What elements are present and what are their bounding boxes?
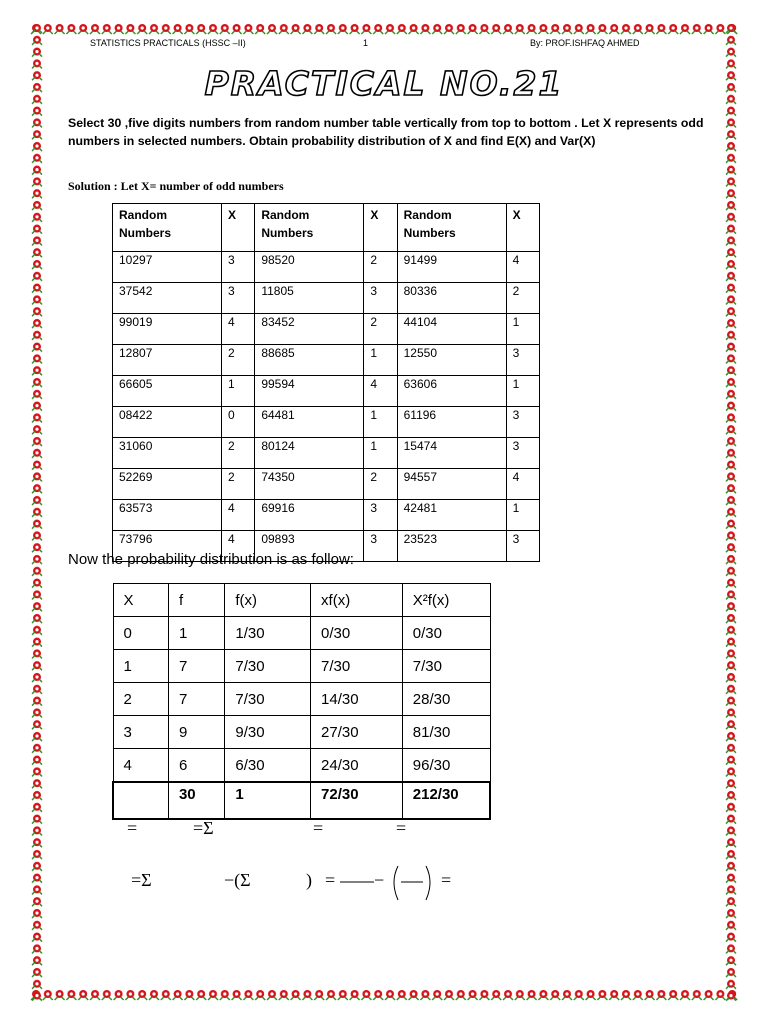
table-cell: 80124 — [255, 438, 364, 469]
table-cell: 10297 — [113, 252, 222, 283]
column-header: Random Numbers — [397, 204, 506, 252]
table-header-row — [113, 204, 540, 252]
table-row — [113, 283, 540, 314]
table-cell: 9/30 — [225, 716, 311, 749]
column-header: X — [222, 204, 255, 252]
table-cell: 2 — [364, 252, 397, 283]
table-cell: 44104 — [397, 314, 506, 345]
table-cell: 3 — [364, 500, 397, 531]
table-cell: 4 — [506, 252, 539, 283]
total-cell — [113, 782, 168, 819]
table-cell: 42481 — [397, 500, 506, 531]
table-cell: 1 — [364, 407, 397, 438]
table-cell: 69916 — [255, 500, 364, 531]
equation-symbol: = — [441, 870, 452, 890]
table-cell: 0 — [222, 407, 255, 438]
table-row — [113, 500, 540, 531]
table-cell: 1 — [506, 376, 539, 407]
table-cell: 2 — [222, 438, 255, 469]
total-cell: 212/30 — [402, 782, 490, 819]
probability-distribution-table — [112, 583, 491, 820]
table-cell: 37542 — [113, 283, 222, 314]
table-header-row — [113, 584, 490, 617]
table-cell: 0/30 — [311, 617, 403, 650]
equation-symbol: =Σ — [131, 870, 152, 890]
table-row — [113, 314, 540, 345]
total-cell: 30 — [168, 782, 224, 819]
page-title — [0, 64, 768, 103]
column-header: f(x) — [225, 584, 311, 617]
table-cell: 6/30 — [225, 749, 311, 783]
table-cell: 4 — [113, 749, 168, 783]
equation-symbol: −(Σ — [224, 870, 251, 890]
table-cell: 4 — [222, 314, 255, 345]
column-header: xf(x) — [311, 584, 403, 617]
table-cell: 81/30 — [402, 716, 490, 749]
table-cell: 3 — [506, 438, 539, 469]
table-row — [113, 438, 540, 469]
table-cell: 09893 — [255, 531, 364, 562]
table-cell: 3 — [113, 716, 168, 749]
table-cell: 1 — [364, 345, 397, 376]
decorative-border-top — [30, 22, 738, 36]
table-row — [113, 683, 490, 716]
table-cell: 98520 — [255, 252, 364, 283]
table-cell: 2 — [364, 314, 397, 345]
table-cell: 1 — [506, 500, 539, 531]
table-cell: 7/30 — [225, 650, 311, 683]
table-cell: 9 — [168, 716, 224, 749]
table-cell: 83452 — [255, 314, 364, 345]
table-cell: 3 — [364, 283, 397, 314]
table-cell: 94557 — [397, 469, 506, 500]
column-header: f — [168, 584, 224, 617]
column-header: Random Numbers — [255, 204, 364, 252]
question-text: Select 30 ,five digits numbers from random number table vertically from top to bottom . Let X represents odd numbers in selected numbers. Obtain probability distribution of X and find E(X) and Var(X) — [68, 116, 704, 148]
table-cell: 1 — [168, 617, 224, 650]
header-page-number: 1 — [363, 38, 369, 48]
table-cell: 7 — [168, 683, 224, 716]
table-cell: 1 — [364, 438, 397, 469]
table-cell: 4 — [222, 531, 255, 562]
column-header: X²f(x) — [402, 584, 490, 617]
random-numbers-body — [113, 252, 540, 562]
column-header: X — [506, 204, 539, 252]
table-cell: 31060 — [113, 438, 222, 469]
table-cell: 15474 — [397, 438, 506, 469]
table-cell: 0/30 — [402, 617, 490, 650]
table-cell: 3 — [364, 531, 397, 562]
distribution-intro: Now the probability distribution is as follow: — [68, 551, 354, 568]
table-cell: 7/30 — [402, 650, 490, 683]
column-header: Random Numbers — [113, 204, 222, 252]
table-cell: 2 — [222, 469, 255, 500]
total-cell: 1 — [225, 782, 311, 819]
table-cell: 14/30 — [311, 683, 403, 716]
table-row — [113, 345, 540, 376]
table-cell: 64481 — [255, 407, 364, 438]
table-cell: 1 — [506, 314, 539, 345]
solution-text: Solution : Let X= number of odd numbers — [68, 179, 284, 193]
table-row — [113, 716, 490, 749]
random-numbers-table — [112, 203, 540, 562]
equation-symbol: − — [374, 870, 385, 890]
table-row — [113, 376, 540, 407]
table-cell: 7 — [168, 650, 224, 683]
header-course: STATISTICS PRACTICALS (HSSC –II) — [90, 38, 246, 48]
fraction-bracket-glyph — [338, 862, 438, 904]
table-cell: 11805 — [255, 283, 364, 314]
total-cell: 72/30 — [311, 782, 403, 819]
table-cell: 66605 — [113, 376, 222, 407]
table-row — [113, 252, 540, 283]
table-row — [113, 407, 540, 438]
table-cell: 96/30 — [402, 749, 490, 783]
table-cell: 3 — [222, 252, 255, 283]
table-cell: 74350 — [255, 469, 364, 500]
table-cell: 2 — [222, 345, 255, 376]
column-header: X — [364, 204, 397, 252]
distribution-body — [113, 617, 490, 783]
table-cell: 91499 — [397, 252, 506, 283]
table-cell: 2 — [113, 683, 168, 716]
table-cell: 1/30 — [225, 617, 311, 650]
table-cell: 4 — [364, 376, 397, 407]
table-cell: 12550 — [397, 345, 506, 376]
table-cell: 63573 — [113, 500, 222, 531]
table-cell: 27/30 — [311, 716, 403, 749]
table-cell: 99019 — [113, 314, 222, 345]
table-cell: 23523 — [397, 531, 506, 562]
table-cell: 28/30 — [402, 683, 490, 716]
equation-symbol: = — [325, 870, 336, 890]
table-cell: 88685 — [255, 345, 364, 376]
total-row — [113, 782, 490, 819]
table-cell: 4 — [222, 500, 255, 531]
table-cell: 6 — [168, 749, 224, 783]
table-cell: 63606 — [397, 376, 506, 407]
equation-symbol: ) — [306, 870, 312, 890]
table-cell: 1 — [113, 650, 168, 683]
table-cell: 3 — [506, 531, 539, 562]
table-row — [113, 469, 540, 500]
table-cell: 52269 — [113, 469, 222, 500]
decorative-border-left — [30, 22, 44, 1002]
table-cell: 2 — [364, 469, 397, 500]
table-cell: 61196 — [397, 407, 506, 438]
equation-symbol: = — [127, 818, 138, 838]
equation-symbol: = — [313, 818, 324, 838]
header-author: By: PROF.ISHFAQ AHMED — [530, 38, 640, 48]
table-cell: 2 — [506, 283, 539, 314]
equation-symbol: = — [396, 818, 407, 838]
column-header: X — [113, 584, 168, 617]
table-row — [113, 617, 490, 650]
table-cell: 4 — [506, 469, 539, 500]
table-cell: 80336 — [397, 283, 506, 314]
table-cell: 0 — [113, 617, 168, 650]
decorative-border-right — [724, 22, 738, 1002]
table-row — [113, 650, 490, 683]
table-cell: 08422 — [113, 407, 222, 438]
table-cell: 3 — [222, 283, 255, 314]
table-cell: 7/30 — [311, 650, 403, 683]
table-row — [113, 749, 490, 783]
table-cell: 7/30 — [225, 683, 311, 716]
decorative-border-bottom — [30, 988, 738, 1002]
table-cell: 12807 — [113, 345, 222, 376]
table-cell: 3 — [506, 407, 539, 438]
table-cell: 3 — [506, 345, 539, 376]
table-cell: 73796 — [113, 531, 222, 562]
page-title-text: PRACTICAL NO.21 — [204, 64, 564, 103]
table-cell: 1 — [222, 376, 255, 407]
table-cell: 24/30 — [311, 749, 403, 783]
equation-symbol: =Σ — [193, 818, 214, 838]
table-cell: 99594 — [255, 376, 364, 407]
